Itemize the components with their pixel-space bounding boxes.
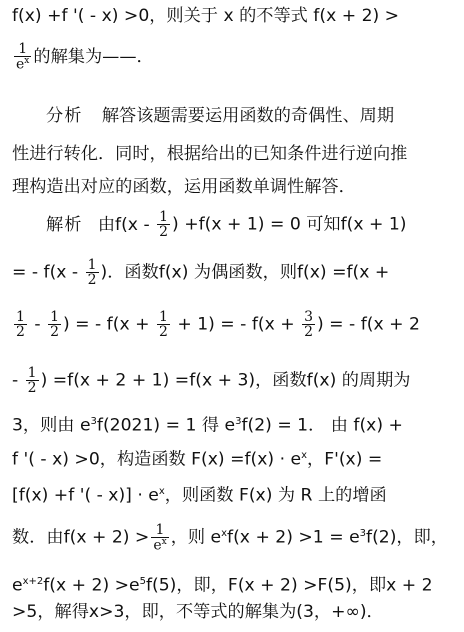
analysis-line-3: 理构造出对应的函数，运用函数单调性解答． [12,177,356,197]
solution-line-2: = - f(x - $\frac{1}{2}$ )．函数f(x) 为偶函数，则f(x) =f(x + [12,257,390,288]
fraction-half: $\frac{1}{2}$ [50,309,59,340]
analysis-line-1: 分析 解答该题需要运用函数的奇偶性、周期 [46,106,395,126]
fraction-one-over-e-x: $\frac{1}{e^x}$ [153,521,167,554]
solution-line-6: f '( - x) >0，构造函数 $F(x) =f(x) \cdot e^x$，F'(x) = [12,449,383,470]
fraction-half: $\frac{1}{2}$ [158,309,168,340]
solution-label: 解析 [46,214,83,235]
solution-line-7: [f(x) +f '( - $x)] \cdot e^x$，则函数 F(x) 为 R 上的增函 [12,485,387,506]
solution-line-3: $\frac{1}{2}$ - $\frac{1}{2}$ ) = - f(x + $\frac{1}{2}$ + 1) = - f(x + $\frac{3}{2}$ ) = - f(x + 2 [16,309,420,340]
fraction-half: $\frac{1}{2}$ [87,257,97,288]
fraction-half: $\frac{1}{2}$ [16,309,25,340]
analysis-label: 分析 [46,106,83,126]
solution-line-4: - $\frac{1}{2}$ ) =f(x + 2 + 1) =f(x + 3)，函数f(x) 的周期为 [12,365,411,396]
problem-line-2: $\frac{1}{e^x}$ 的解集为——． [16,41,154,73]
fraction-three-halves: $\frac{3}{2}$ [304,309,314,340]
problem-line-1: f(x) +f '( - x) >0，则关于 x 的不等式 f(x + 2) > [12,6,400,26]
fraction-half: $\frac{1}{2}$ [27,365,37,396]
fraction-half: $\frac{1}{2}$ [159,209,169,240]
solution-line-5: 3，则由 $e^3f(2021) = 1$ 得 $e^3f(2) = 1$． 由 f(x) + [12,415,403,436]
solution-line-8: 数．由f(x + 2) > $\frac{1}{e^x}$ ，则 $e^xf(x + 2) >1 = e^3f(2)$，即， [12,521,448,554]
fraction-one-over-e-x: $\frac{1}{e^x}$ [16,41,30,73]
solution-line-1: 解析 由f(x - $\frac{1}{2}$ ) +f(x + 1) = 0 可知f(x + 1) [46,209,407,240]
analysis-line-2: 性进行转化．同时，根据给出的已知条件进行逆向推 [12,144,408,164]
solution-line-9: $e^{x+2}f(x + 2) >e^5f(5)$，即，F(x + 2) >F(5)，即x + 2 [12,575,433,596]
solution-line-10: >5，解得x>3，即，不等式的解集为(3，+∞)． [12,602,384,622]
